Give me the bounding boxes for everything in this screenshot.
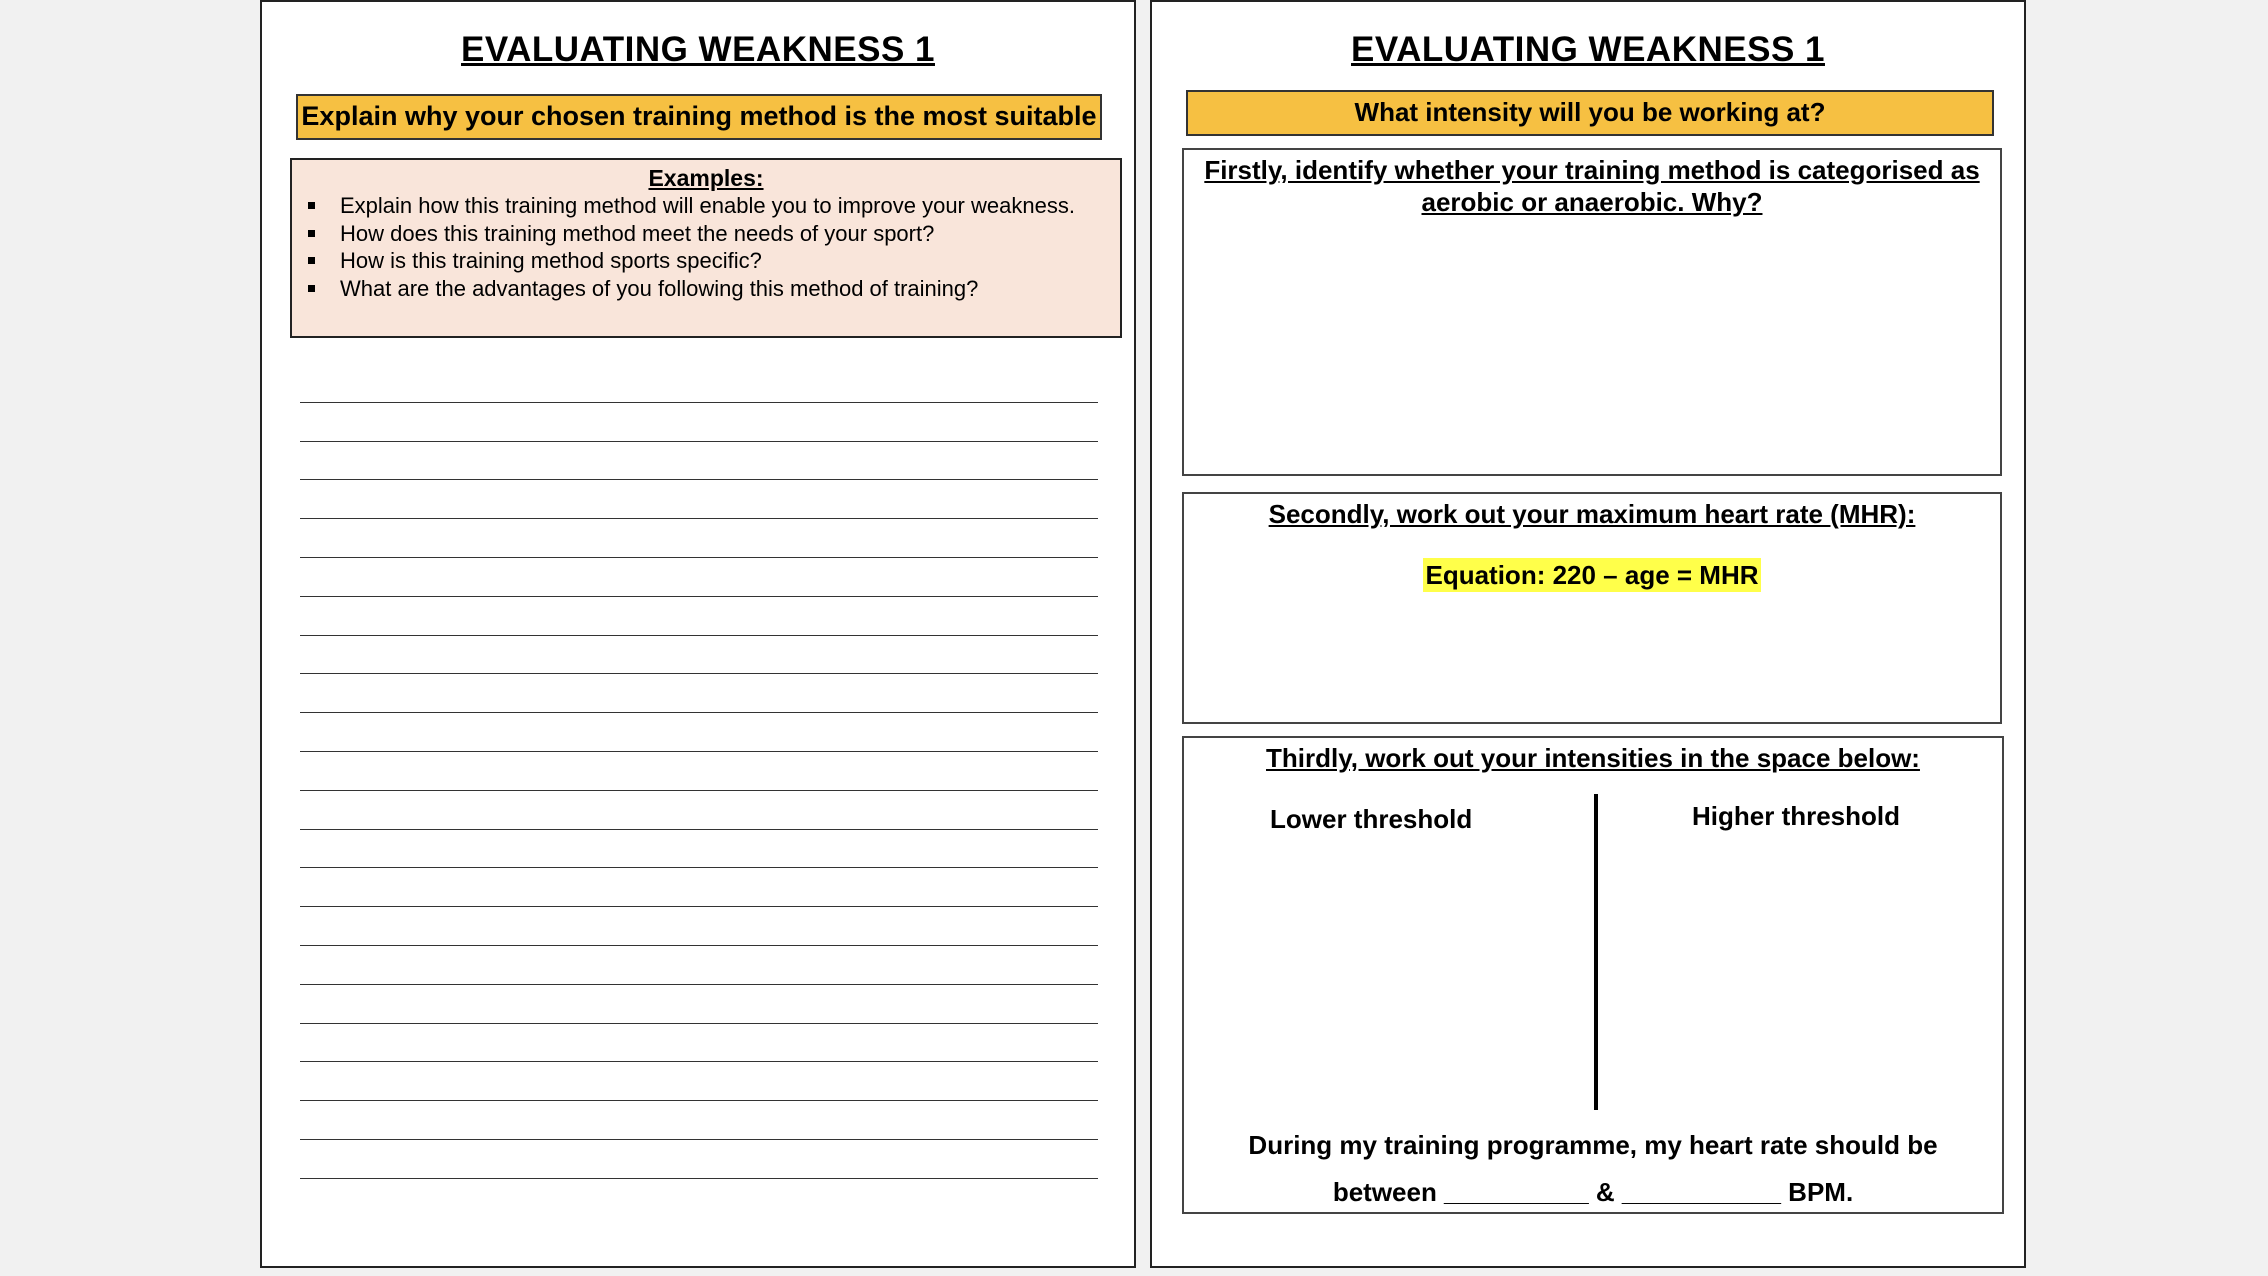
example-text: What are the advantages of you following this method of training?	[340, 275, 979, 301]
heart-rate-conclusion	[1184, 1122, 2002, 1216]
square-bullet-icon	[308, 230, 315, 237]
writing-line	[300, 480, 1098, 519]
aerobic-question: Firstly, identify whether your training method is categorised as aerobic or anaerobic. Why?	[1204, 155, 1980, 217]
page-title: EVALUATING WEAKNESS 1	[461, 30, 935, 69]
example-text: Explain how this training method will enable you to improve your weakness.	[340, 193, 1075, 218]
writing-line	[300, 791, 1098, 830]
aerobic-anaerobic-answer-box	[1182, 148, 2002, 476]
left-worksheet-page	[260, 0, 1136, 1268]
example-item	[308, 220, 1104, 248]
example-text: How does this training method meet the needs of your sport?	[340, 220, 935, 246]
examples-heading: Examples:	[648, 165, 764, 191]
writing-line	[300, 403, 1098, 442]
mhr-equation-text: Equation: 220 – age = MHR	[1425, 560, 1759, 590]
examples-box	[290, 158, 1122, 338]
writing-line	[300, 519, 1098, 558]
writing-line	[300, 597, 1098, 636]
writing-line	[300, 1101, 1098, 1140]
conclusion-line-2: between __________ & ___________ BPM.	[1332, 1177, 1854, 1207]
writing-line	[300, 830, 1098, 869]
mhr-heading: Secondly, work out your maximum heart rate (MHR):	[1268, 499, 1916, 529]
example-text: How is this training method sports specific?	[340, 248, 762, 273]
writing-line	[300, 442, 1098, 481]
writing-line	[300, 946, 1098, 985]
conclusion-line-1: During my training programme, my heart rate should be	[1248, 1130, 1938, 1160]
mhr-equation	[1184, 560, 2000, 591]
intensity-banner: What intensity will you be working at?	[1186, 90, 1994, 136]
writing-line	[300, 1024, 1098, 1063]
suitability-banner: Explain why your chosen training method is the most suitable	[296, 94, 1102, 140]
lower-threshold-label: Lower threshold	[1270, 804, 1473, 834]
intensity-thresholds-box	[1182, 736, 2004, 1214]
writing-line	[300, 1062, 1098, 1101]
example-item	[308, 192, 1104, 220]
right-worksheet-page	[1150, 0, 2026, 1268]
writing-line	[300, 674, 1098, 713]
threshold-divider	[1594, 794, 1598, 1110]
square-bullet-icon	[308, 285, 315, 292]
writing-line	[300, 752, 1098, 791]
writing-line	[300, 713, 1098, 752]
writing-line	[300, 907, 1098, 946]
higher-threshold-label: Higher threshold	[1692, 801, 1901, 831]
page-title: EVALUATING WEAKNESS 1	[1351, 30, 1825, 69]
writing-line	[300, 985, 1098, 1024]
writing-line	[300, 1140, 1098, 1179]
example-item	[308, 247, 1104, 275]
square-bullet-icon	[308, 202, 315, 209]
thresholds-heading: Thirdly, work out your intensities in the space below:	[1266, 743, 1920, 773]
examples-list	[308, 192, 1104, 302]
writing-line	[300, 868, 1098, 907]
writing-line	[300, 558, 1098, 597]
writing-line	[300, 364, 1098, 403]
writing-line	[300, 636, 1098, 675]
answer-writing-lines	[300, 364, 1098, 1179]
example-item	[308, 275, 1104, 303]
max-heart-rate-box	[1182, 492, 2002, 724]
square-bullet-icon	[308, 257, 315, 264]
